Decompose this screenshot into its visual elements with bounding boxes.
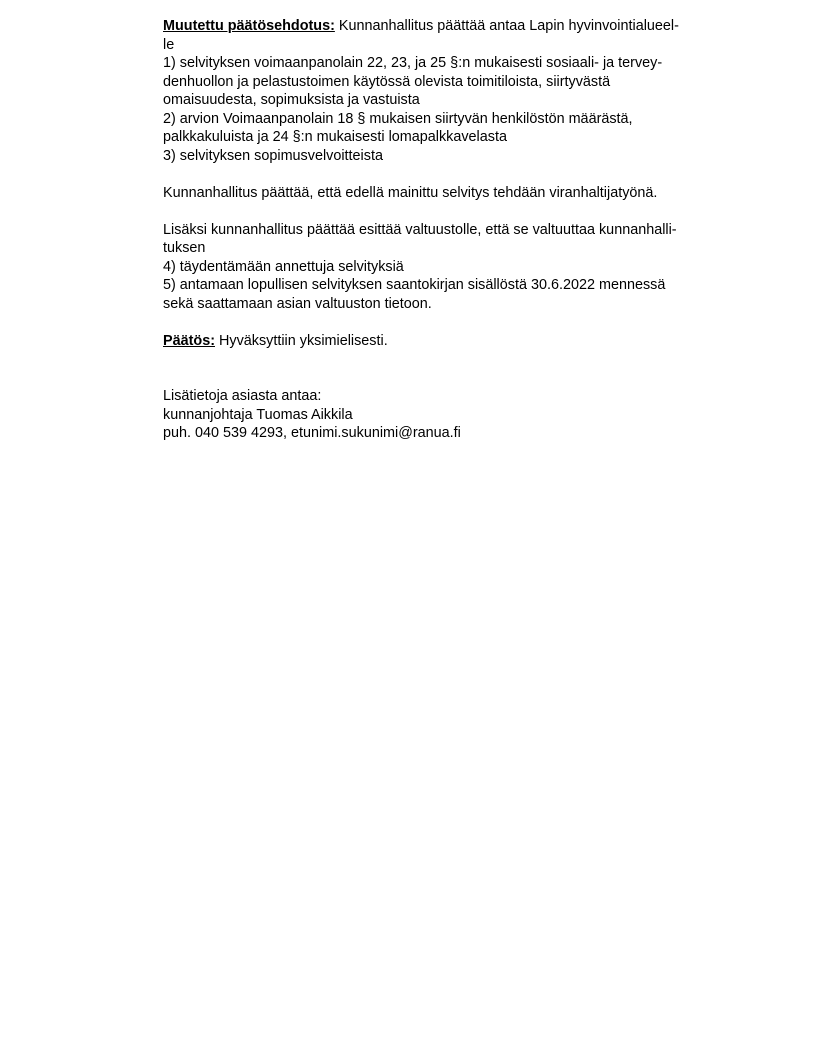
paragraph-spacer [163,369,743,388]
proposal-item-line: denhuollon ja pelastustoimen käytössä olevista toimitiloista, siirtyvästä [163,73,611,90]
official-work-paragraph: Kunnanhallitus päättää, että edellä mainittu selvitys tehdään viranhaltijatyönä. [163,184,658,201]
paragraph-spacer [163,202,743,221]
council-line: sekä saattamaan asian valtuuston tietoon. [163,295,432,312]
contact-phone-email: puh. 040 539 4293, etunimi.sukunimi@ranua.fi [163,425,461,441]
council-line: Lisäksi kunnanhallitus päättää esittää valtuustolle, että se valtuuttaa kunnanhalli- [163,221,677,238]
proposal-intro-continuation: le [163,36,175,53]
proposal-section [163,17,743,165]
proposal-label: Muutettu päätösehdotus: [163,18,335,34]
paragraph-spacer [163,165,743,184]
contact-name: kunnanjohtaja Tuomas Aikkila [163,406,353,423]
paragraph-spacer [163,313,743,332]
proposal-item-line: palkkakuluista ja 24 §:n mukaisesti lomapalkkavelasta [163,129,507,145]
proposal-intro-text: Kunnanhallitus päättää antaa Lapin hyvinvointialueel- [334,18,679,34]
decision-text: Hyväksyttiin yksimielisesti. [214,332,388,349]
council-line: tuksen [163,240,206,256]
council-section [163,221,743,314]
proposal-item-line: 3) selvityksen sopimusvelvoitteista [163,147,383,164]
contact-heading: Lisätietoja asiasta antaa: [163,388,322,404]
proposal-item-line: 1) selvityksen voimaanpanolain 22, 23, ja 25 §:n mukaisesti sosiaali- ja tervey- [163,55,663,71]
proposal-item-line: 2) arvion Voimaanpanolain 18 § mukaisen siirtyvän henkilöstön määrästä, [163,110,633,127]
decision-label: Päätös: [163,332,215,349]
council-line: 5) antamaan lopullisen selvityksen saantokirjan sisällöstä 30.6.2022 mennessä [163,277,666,293]
council-line: 4) täydentämään annettuja selvityksiä [163,258,404,275]
proposal-intro-line [163,17,743,36]
decision-line [163,332,743,351]
proposal-item-line: omaisuudesta, sopimuksista ja vastuista [163,92,420,108]
document-page [163,17,743,443]
paragraph-spacer [163,350,743,369]
contact-section [163,387,743,443]
